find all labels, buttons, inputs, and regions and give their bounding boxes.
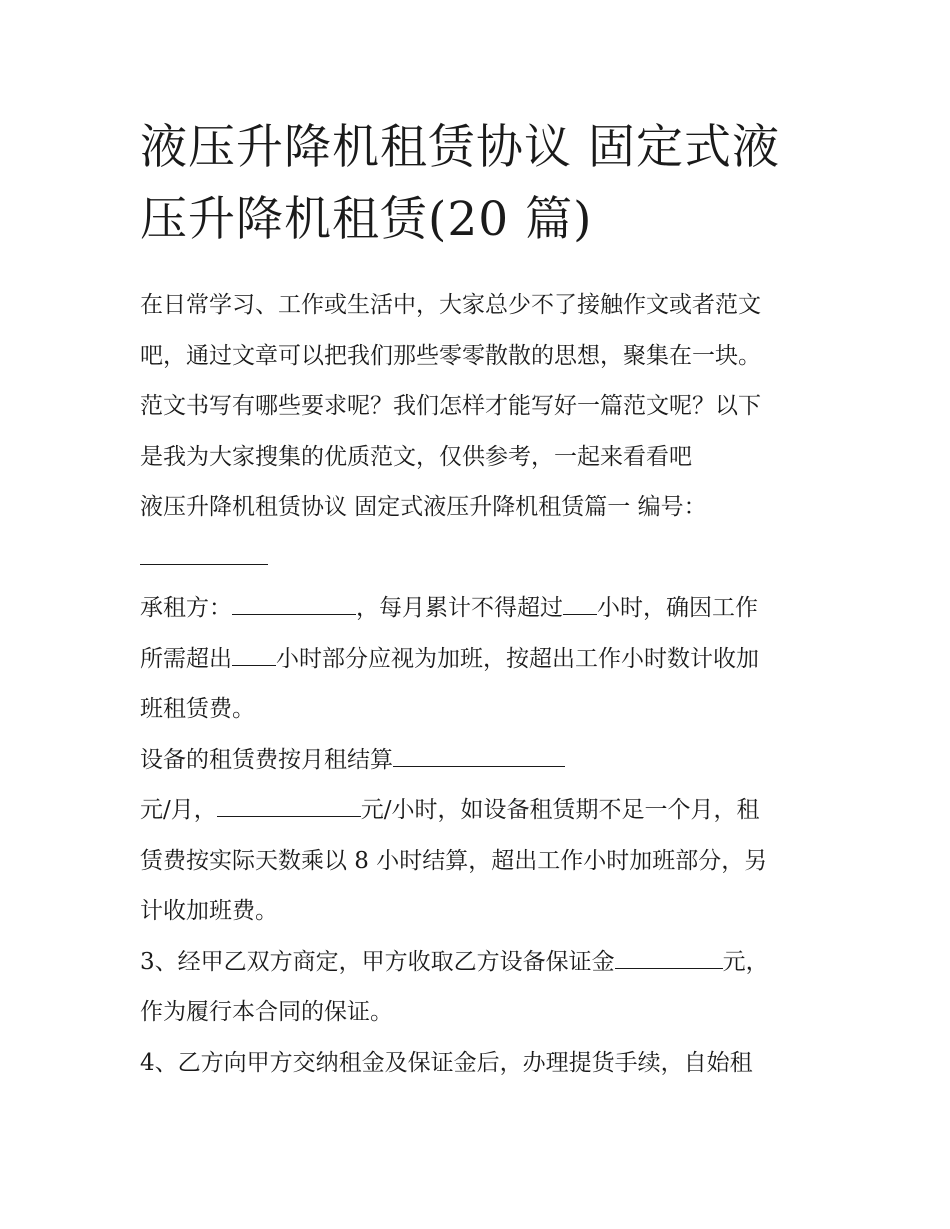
title-line-1: 液压升降机租赁协议 固定式液: [140, 120, 780, 175]
clause-3: [140, 937, 820, 1038]
lessee-label: 承租方：: [140, 595, 232, 621]
rent-unit-month: 元/月，: [140, 797, 217, 823]
clause-3-line-1: [140, 937, 820, 988]
hourly-rent-blank: [217, 794, 361, 817]
clause-3-suffix: 元，: [722, 948, 769, 975]
clause-3-line-2: 作为履行本合同的保证。: [140, 999, 393, 1025]
overtime-suffix: 小时部分应视为加班，按超出工作小时数计收加: [276, 645, 759, 672]
document-title: [140, 112, 820, 256]
clause-4: [140, 1038, 820, 1089]
overtime-hours-blank: [232, 643, 276, 666]
hours-unit-text: 小时，确因工作: [597, 595, 758, 621]
section-heading: 液压升降机租赁协议 固定式液压升降机租赁篇一 编号：: [140, 494, 707, 520]
rent-line-4: 计收加班费。: [140, 898, 278, 924]
clause-4-line-1: 4、乙方向甲方交纳租金及保证金后，办理提货手续，自始租: [140, 1049, 753, 1076]
document-page: [140, 112, 820, 1088]
lessee-text: ，每月累计不得超过: [356, 595, 563, 621]
contract-number-blank: [140, 542, 268, 565]
lessee-paragraph: [140, 583, 820, 735]
intro-line: 是我为大家搜集的优质范文，仅供参考，一起来看看吧: [140, 443, 692, 470]
lessee-blank: [232, 592, 356, 615]
lessee-line-2: [140, 634, 820, 685]
lessee-line-3: 班租赁费。: [140, 696, 255, 722]
intro-paragraph: [140, 280, 820, 482]
monthly-rent-blank: [393, 744, 565, 767]
overtime-prefix: 所需超出: [140, 645, 232, 672]
deposit-blank: [615, 946, 723, 969]
rent-text: 设备的租赁费按月租结算: [140, 746, 393, 773]
lessee-line-1: [140, 583, 820, 634]
rent-line-1: [140, 735, 820, 786]
rent-paragraph: [140, 735, 820, 937]
contract-number-line: [140, 533, 820, 584]
monthly-hours-blank: [563, 592, 597, 615]
intro-line: 吧，通过文章可以把我们那些零零散散的思想，聚集在一块。: [140, 342, 761, 369]
rent-line-3: 赁费按实际天数乘以 8 小时结算，超出工作小时加班部分，另: [140, 847, 768, 874]
intro-line: 在日常学习、工作或生活中，大家总少不了接触作文或者范文: [140, 292, 761, 318]
title-line-2: 压升降机租赁(20 篇): [140, 192, 593, 247]
rent-unit-hour: 元/小时，如设备租赁期不足一个月，租: [360, 797, 760, 823]
clause-3-prefix: 3、经甲乙双方商定，甲方收取乙方设备保证金: [140, 948, 615, 975]
rent-line-2: [140, 785, 820, 836]
intro-line: 范文书写有哪些要求呢？我们怎样才能写好一篇范文呢？以下: [140, 393, 761, 419]
